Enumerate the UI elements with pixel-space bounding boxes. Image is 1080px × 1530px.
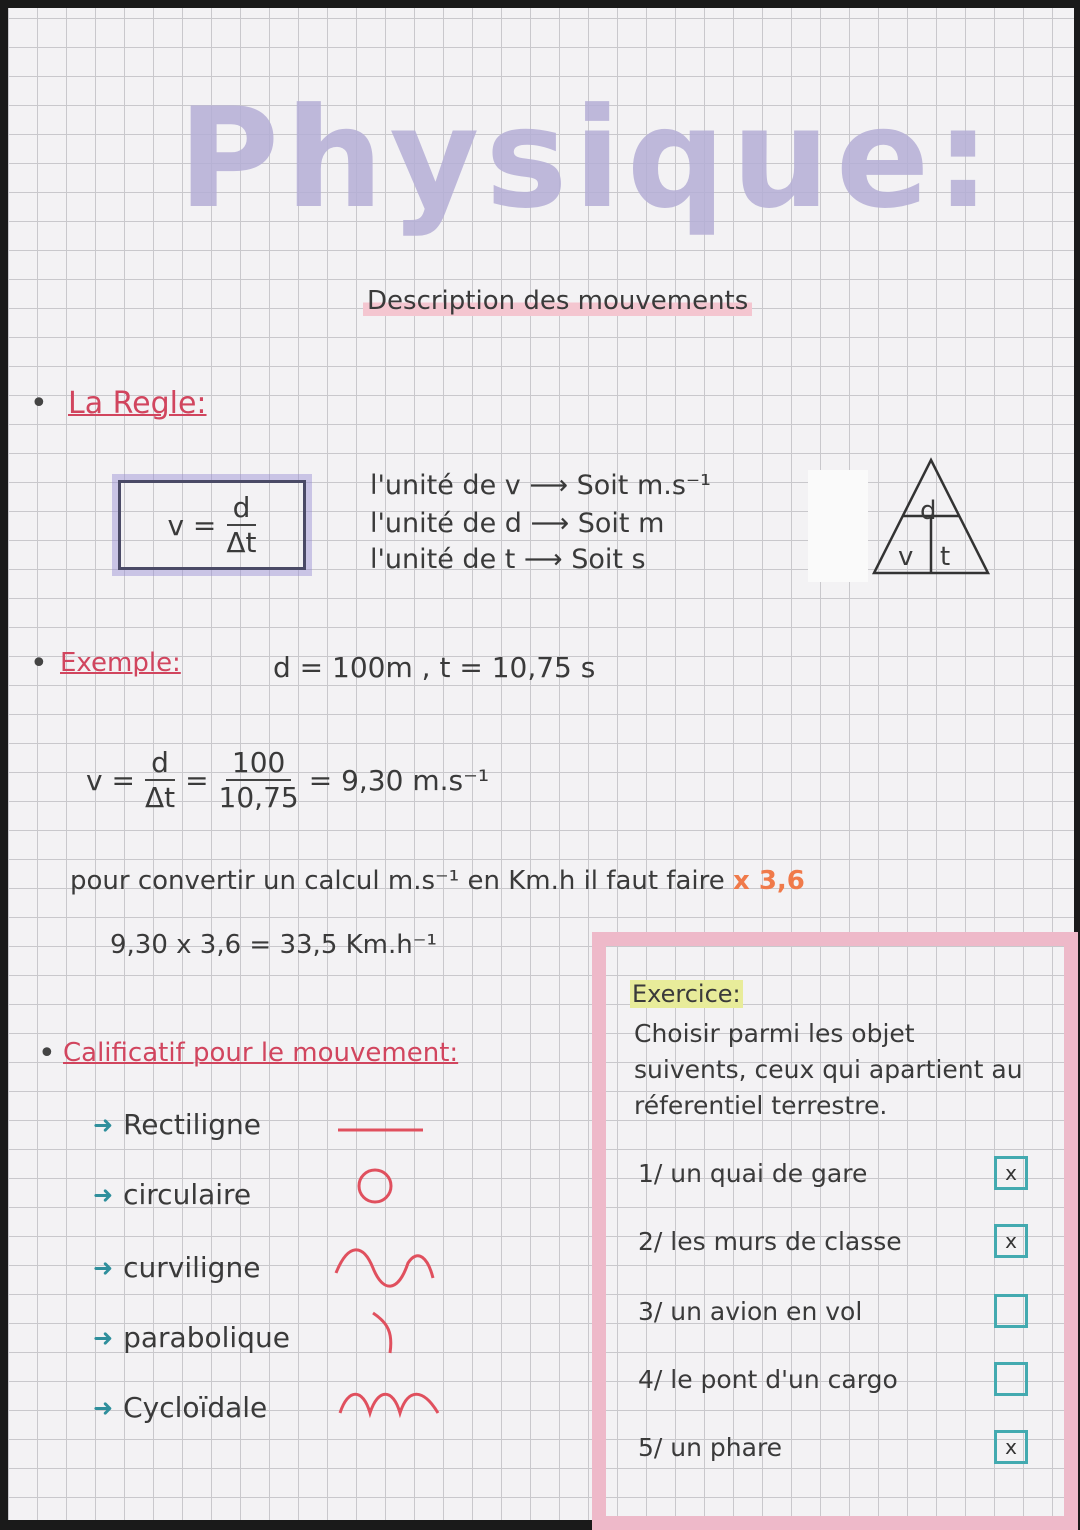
- unit-line: l'unité de t ⟶ Soit s: [370, 544, 646, 575]
- den: Δt: [144, 781, 176, 814]
- formula-denominator: Δt: [226, 526, 257, 559]
- circle-icon: [359, 1170, 391, 1202]
- subtitle: Description des mouvements: [363, 286, 752, 316]
- parabola-icon: [373, 1313, 391, 1353]
- convert-line: [70, 866, 805, 896]
- page-title: Physique:: [178, 78, 997, 239]
- unit-line: l'unité de v ⟶ Soit m.s⁻¹: [370, 470, 711, 501]
- item-label: Rectiligne: [123, 1108, 261, 1141]
- bullet: •: [38, 1036, 56, 1071]
- formula-fraction: [226, 491, 256, 559]
- convert-calc: 9,30 x 3,6 = 33,5 Km.h⁻¹: [110, 930, 437, 960]
- exercise-item: [638, 1156, 1028, 1190]
- arrow-icon: ➜: [93, 1110, 114, 1139]
- item-label: parabolique: [123, 1321, 290, 1354]
- exercise-prompt: Choisir parmi les objet suivents, ceux qui apartient au réferentiel terrestre.: [634, 1019, 1023, 1120]
- convert-factor: x 3,6: [733, 866, 805, 896]
- triangle-bottom-right: t: [940, 542, 951, 572]
- cycloid-icon: [340, 1394, 438, 1413]
- checkbox-checked[interactable]: x: [994, 1224, 1028, 1258]
- arrow-icon: ➜: [93, 1323, 114, 1352]
- list-item: [93, 1391, 267, 1424]
- list-item: [93, 1108, 261, 1141]
- convert-text: pour convertir un calcul m.s⁻¹ en Km.h il faut faire: [70, 866, 725, 896]
- exercise-label: Exercice:: [632, 980, 741, 1008]
- unit-line: l'unité de d ⟶ Soit m: [370, 508, 665, 539]
- list-item: [93, 1178, 251, 1211]
- exercise-item: [638, 1362, 1028, 1396]
- qualificatif-heading: Calificatif pour le mouvement:: [63, 1038, 459, 1068]
- num: 100: [226, 746, 291, 781]
- curve-icon: [336, 1250, 433, 1286]
- list-item: [93, 1321, 290, 1354]
- num: d: [145, 746, 175, 781]
- exercise-box: [592, 932, 1078, 1530]
- triangle-top: d: [920, 496, 937, 526]
- item-text: 3/ un avion en vol: [638, 1296, 863, 1326]
- exemple-calculation: [86, 746, 489, 814]
- arrow-icon: ➜: [93, 1253, 114, 1282]
- bullet: •: [30, 386, 48, 421]
- exemple-heading: Exemple:: [60, 648, 181, 678]
- item-label: curviligne: [123, 1251, 261, 1284]
- den: 10,75: [218, 781, 299, 814]
- formula-numerator: d: [227, 491, 257, 526]
- item-text: 5/ un phare: [638, 1432, 783, 1462]
- exercise-item: [638, 1430, 1028, 1464]
- exemple-given: d = 100m , t = 10,75 s: [273, 651, 596, 684]
- checkbox-empty[interactable]: [994, 1294, 1028, 1328]
- arrow-icon: ➜: [93, 1393, 114, 1422]
- calc-fraction: [145, 746, 175, 814]
- bullet: •: [30, 646, 48, 681]
- checkbox-empty[interactable]: [994, 1362, 1028, 1396]
- calc-result: = 9,30 m.s⁻¹: [308, 763, 490, 797]
- item-label: Cycloïdale: [123, 1391, 268, 1424]
- calc-lhs: v =: [86, 763, 135, 797]
- notebook-page: [8, 8, 1074, 1520]
- item-text: 4/ le pont d'un cargo: [638, 1364, 898, 1394]
- item-label: circulaire: [123, 1178, 252, 1211]
- checkbox-checked[interactable]: x: [994, 1156, 1028, 1190]
- triangle-bottom-left: v: [898, 542, 914, 572]
- checkbox-checked[interactable]: x: [994, 1430, 1028, 1464]
- list-item: [93, 1251, 260, 1284]
- correction-patch: [808, 470, 868, 582]
- formula-box: [118, 480, 306, 570]
- calc-fraction: [219, 746, 299, 814]
- exercise-item: [638, 1294, 1028, 1328]
- calc-eq: =: [185, 763, 209, 797]
- item-text: 2/ les murs de classe: [638, 1226, 902, 1256]
- exercise-item: [638, 1224, 1028, 1258]
- regle-heading: La Regle:: [68, 386, 207, 421]
- item-text: 1/ un quai de gare: [638, 1158, 868, 1188]
- arrow-icon: ➜: [93, 1180, 114, 1209]
- motion-sketches: [328, 1108, 458, 1438]
- formula-lhs: v =: [167, 508, 217, 542]
